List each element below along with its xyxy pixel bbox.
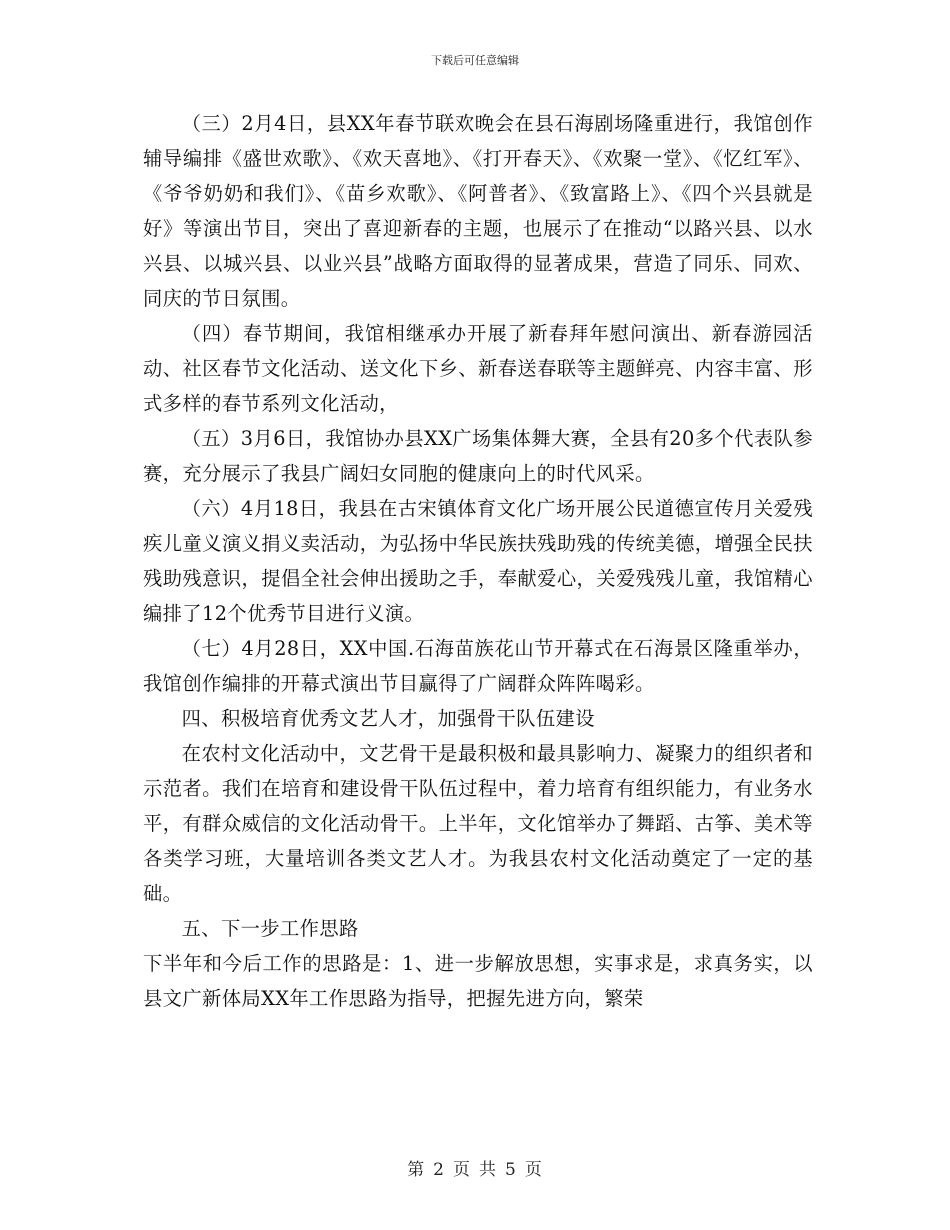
page-footer [0, 1155, 950, 1180]
paragraph-event-3: （三）2月4日，县XX年春节联欢晚会在县石海剧场隆重进行，我馆创作辅导编排《盛世欢歌》、《欢天喜地》、《打开春天》、《欢聚一堂》、《忆红军》、《爷爷奶奶和我们》、《苗乡欢歌》、《阿普者》、《致富路上》、《四个兴县就是好》等演出节目，突出了喜迎新春的主题，也展示了在推动“以路兴县、以水兴县、以城兴县、以业兴县”战略方面取得的显著成果，营造了同乐、同欢、同庆的节日氛围。 [143, 112, 813, 310]
footer-gong: 共 [479, 1160, 497, 1180]
footer-ye2: 页 [524, 1160, 543, 1180]
section-heading-5: 五、下一步工作思路 [181, 917, 359, 940]
page-header: 下载后可任意编辑 [431, 54, 519, 67]
paragraph-event-6: （六）4月18日，我县在古宋镇体育文化广场开展公民道德宣传月关爱残疾儿童义演义捐义卖活动，为弘扬中华民族扶残助残的传统美德，增强全民扶残助残意识，提倡全社会伸出援助之手，奉献爱心，关爱残残儿童，我馆精心编排了12个优秀节目进行义演。 [143, 497, 813, 625]
footer-page-number: 2 [433, 1160, 445, 1180]
paragraph-next-steps: 下半年和今后工作的思路是：1、进一步解放思想，实事求是，求真务实，以县文广新体局XX年工作思路为指导，把握先进方向，繁荣 [143, 952, 813, 1010]
document-body [143, 106, 813, 1016]
footer-di: 第 [407, 1160, 426, 1180]
section-heading-4: 四、积极培育优秀文艺人才，加强骨干队伍建设 [181, 707, 595, 730]
paragraph-talent: 在农村文化活动中，文艺骨干是最积极和最具影响力、凝聚力的组织者和示范者。我们在培育和建设骨干队伍过程中，着力培育有组织能力，有业务水平，有群众威信的文化活动骨干。上半年，文化馆举办了舞蹈、古筝、美术等各类学习班，大量培训各类文艺人才。为我县农村文化活动奠定了一定的基础。 [143, 742, 813, 905]
footer-ye: 页 [453, 1160, 471, 1180]
paragraph-event-4: （四）春节期间，我馆相继承办开展了新春拜年慰问演出、新春游园活动、社区春节文化活动、送文化下乡、新春送春联等主题鲜亮、内容丰富、形式多样的春节系列文化活动， [143, 322, 813, 415]
paragraph-event-7: （七）4月28日，XX中国.石海苗族花山节开幕式在石海景区隆重举办，我馆创作编排的开幕式演出节目赢得了广阔群众阵阵喝彩。 [143, 637, 813, 695]
paragraph-event-5: （五）3月6日，我馆协办县XX广场集体舞大赛，全县有20多个代表队参赛，充分展示了我县广阔妇女同胞的健康向上的时代风采。 [143, 427, 813, 485]
footer-total-pages: 5 [505, 1160, 517, 1180]
